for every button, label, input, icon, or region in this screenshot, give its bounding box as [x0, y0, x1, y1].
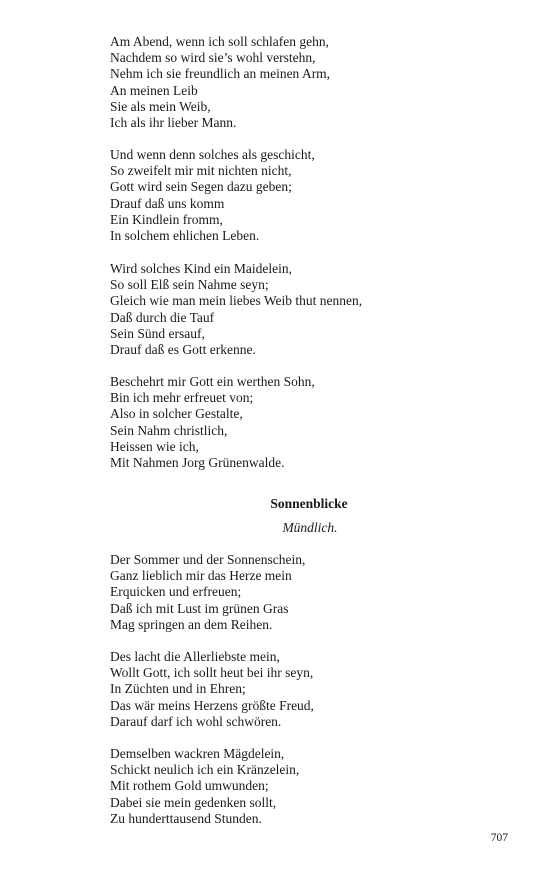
verse-line: Mag springen an dem Reihen.: [110, 616, 273, 632]
verse-line: Gleich wie man mein liebes Weib thut nennen,: [110, 293, 363, 309]
verse-line: Das wär meins Herzens größte Freud,: [110, 697, 314, 713]
verse-line: In Züchten und in Ehren;: [110, 681, 246, 697]
verse-line: Mit Nahmen Jorg Grünenwalde.: [110, 454, 285, 470]
poem2-stanza-2: [110, 649, 530, 730]
verse-line: Heissen wie ich,: [110, 438, 199, 454]
verse-line: Bin ich mehr erfreuet von;: [110, 390, 254, 406]
verse-line: Zu hunderttausend Stunden.: [110, 810, 262, 826]
poem1-stanza-2: [110, 147, 530, 244]
verse-line: Also in solcher Gestalte,: [110, 406, 243, 422]
verse-line: Und wenn denn solches als geschicht,: [110, 147, 315, 162]
verse-line: Sie als mein Weib,: [110, 98, 211, 114]
verse-line: In solchem ehlichen Leben.: [110, 227, 260, 243]
page-number: 707: [490, 832, 508, 844]
verse-line: Nachdem so wird sie’s wohl verstehn,: [110, 50, 316, 66]
poem2-stanza-3: [110, 746, 530, 827]
verse-line: So zweifelt mir mit nichten nicht,: [110, 163, 292, 179]
verse-line: Sein Nahm christlich,: [110, 422, 228, 438]
verse-line: So soll Elß sein Nahme seyn;: [110, 277, 269, 293]
verse-line: Darauf darf ich wohl schwören.: [110, 713, 282, 729]
verse-line: Demselben wackren Mägdelein,: [110, 746, 285, 761]
verse-line: Nehm ich sie freundlich an meinen Arm,: [110, 66, 331, 82]
poem-title-text: Sonnenblicke: [270, 496, 348, 511]
verse-line: Wird solches Kind ein Maidelein,: [110, 261, 293, 276]
verse-line: Beschehrt mir Gott ein werthen Sohn,: [110, 374, 315, 389]
poem-source-text: Mündlich.: [282, 520, 338, 535]
poem1-stanza-3: [110, 261, 530, 358]
verse-line: Ein Kindlein fromm,: [110, 211, 223, 227]
verse-line: An meinen Leib: [110, 82, 198, 98]
verse-line: Am Abend, wenn ich soll schlafen gehn,: [110, 34, 329, 49]
poem-title: [0, 496, 550, 512]
poem1-stanza-1: [110, 34, 530, 131]
verse-line: Schickt neulich ich ein Kränzelein,: [110, 762, 300, 778]
verse-line: Daß ich mit Lust im grünen Gras: [110, 600, 289, 616]
verse-line: Ganz lieblich mir das Herze mein: [110, 568, 292, 584]
verse-line: Daß durch die Tauf: [110, 309, 215, 325]
poem1-stanza-4: [110, 374, 530, 471]
verse-line: Drauf daß uns komm: [110, 195, 225, 211]
verse-line: Mit rothem Gold umwunden;: [110, 778, 269, 794]
verse-line: Drauf daß es Gott erkenne.: [110, 341, 256, 357]
verse-line: Der Sommer und der Sonnenschein,: [110, 552, 306, 567]
verse-line: Gott wird sein Segen dazu geben;: [110, 179, 292, 195]
verse-line: Sein Sünd ersauf,: [110, 325, 205, 341]
verse-line: Ich als ihr lieber Mann.: [110, 114, 237, 130]
verse-line: Des lacht die Allerliebste mein,: [110, 649, 280, 664]
verse-line: Erquicken und erfreuen;: [110, 584, 242, 600]
poem-source: [0, 520, 550, 536]
verse-line: Dabei sie mein gedenken sollt,: [110, 794, 277, 810]
verse-line: Wollt Gott, ich sollt heut bei ihr seyn,: [110, 665, 314, 681]
poem2-stanza-1: [110, 552, 530, 633]
